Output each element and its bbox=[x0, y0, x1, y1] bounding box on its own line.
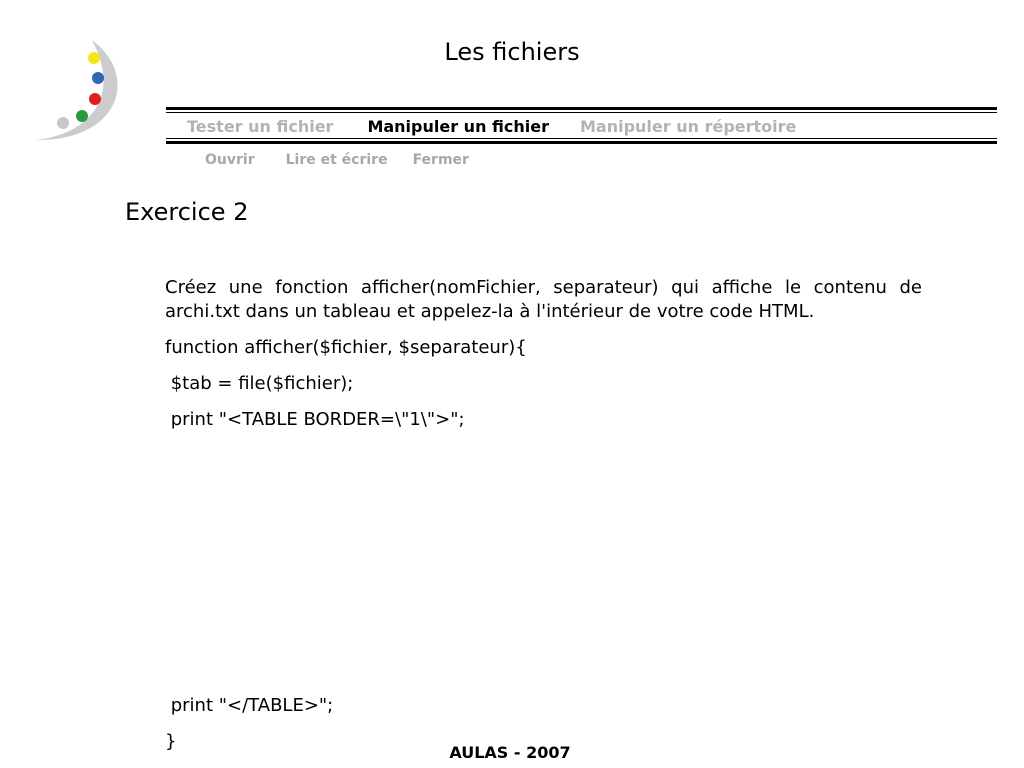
instruction-paragraph: Créez une fonction afficher(nomFichier, separateur) qui affiche le contenu de archi.txt dans un tableau et appelez-la à l'intérieur de votre code HTML. bbox=[165, 277, 922, 322]
subtab-fermer[interactable]: Fermer bbox=[412, 152, 469, 168]
tab-manipuler-un-fichier[interactable]: Manipuler un fichier bbox=[367, 116, 549, 136]
subtab-lire-et-ecrire[interactable]: Lire et écrire bbox=[285, 152, 388, 168]
tab-tester-un-fichier[interactable]: Tester un fichier bbox=[187, 116, 334, 136]
subnav bbox=[205, 152, 469, 168]
subtab-ouvrir[interactable]: Ouvrir bbox=[205, 152, 255, 168]
code-line: function afficher($fichier, $separateur){ bbox=[165, 337, 527, 358]
tab-manipuler-un-repertoire[interactable]: Manipuler un répertoire bbox=[579, 116, 797, 136]
logo-dot-green bbox=[76, 110, 88, 122]
nav-tabs bbox=[166, 116, 796, 136]
code-line: } bbox=[165, 731, 177, 752]
logo-dot-gray bbox=[57, 117, 69, 129]
logo-dot-red bbox=[89, 93, 101, 105]
code-line: print "</TABLE>"; bbox=[165, 695, 334, 716]
code-line: $tab = file($fichier); bbox=[165, 373, 354, 394]
nav-top-rule bbox=[166, 107, 997, 110]
nav-bottom-rule-thin bbox=[166, 138, 997, 139]
code-line: print "<TABLE BORDER=\"1\">"; bbox=[165, 409, 465, 430]
nav-top-rule-thin bbox=[166, 112, 997, 113]
nav-bar bbox=[166, 107, 997, 144]
footer: AULAS - 2007 bbox=[449, 743, 571, 762]
section-heading: Exercice 2 bbox=[125, 198, 249, 226]
logo-dot-blue bbox=[92, 72, 104, 84]
page-title: Les fichiers bbox=[444, 38, 580, 66]
nav-bottom-rule bbox=[166, 141, 997, 144]
